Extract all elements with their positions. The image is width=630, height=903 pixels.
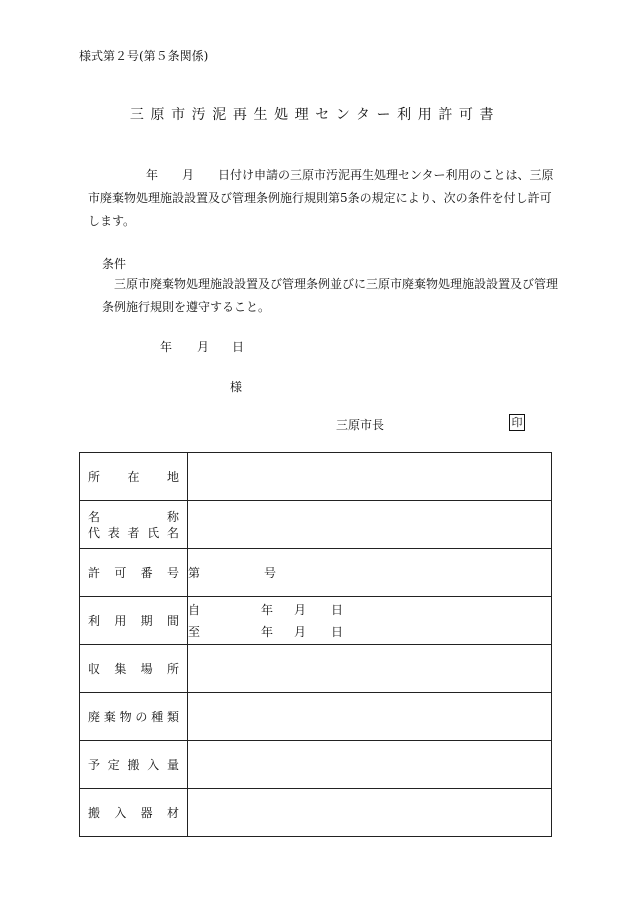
period-to-row [188,621,551,643]
period-from-month: 月 [294,603,307,617]
planned-amount-value[interactable] [188,741,552,789]
table-row [80,453,552,501]
conditions-line: 条例施行規則を遵守すること。 [102,300,271,314]
table-row [80,789,552,837]
usage-period-value[interactable] [188,597,552,645]
period-to-year: 年 [261,625,274,639]
table-row [80,645,552,693]
table-row [80,501,552,549]
equipment-label-text: 搬 入 器 材 [88,806,179,820]
usage-period-label-text: 利 用 期 間 [88,614,179,628]
representative-label-text: 代 表 者 氏 名 [88,525,179,540]
permit-number-value[interactable] [188,549,552,597]
period-to-day: 日 [331,625,344,639]
table-row [80,549,552,597]
permit-number-prefix: 第 [188,566,201,580]
document-title: 三原市汚泥再生処理センター利用許可書 [129,107,501,123]
name-label-text: 名 称 [88,509,179,524]
equipment-label [80,789,188,837]
planned-amount-label [80,741,188,789]
permit-statement [88,164,556,233]
table-row [80,693,552,741]
form-number: 様式第２号(第５条関係) [79,49,209,63]
permit-details-table [79,452,552,837]
waste-type-value[interactable] [188,693,552,741]
issuer-name: 三原市長 [336,418,385,432]
conditions-text [102,273,559,319]
name-representative-value[interactable] [188,501,552,549]
conditions-line: 三原市廃棄物処理施設設置及び管理条例並びに三原市廃棄物処理施設設置及び管理 [114,277,559,291]
location-label-text: 所 在 地 [88,470,179,484]
issue-date-month: 月 [197,340,210,354]
permit-statement-line: 市廃棄物処理施設設置及び管理条例施行規則第5条の規定により、次の条件を付し許可 [88,191,552,205]
collection-place-label [80,645,188,693]
table-row [80,597,552,645]
period-from-year: 年 [261,603,274,617]
seal-box: 印 [509,414,525,431]
name-representative-label [80,501,188,549]
period-from-day: 日 [331,603,344,617]
issue-date-year: 年 [160,340,173,354]
permit-number-label-text: 許 可 番 号 [88,566,179,580]
location-label [80,453,188,501]
period-to-month: 月 [294,625,307,639]
issue-date-day: 日 [232,340,245,354]
permit-number-suffix: 号 [264,566,277,580]
period-from-row [188,599,551,621]
permit-number-label [80,549,188,597]
issue-date [160,338,244,355]
permit-statement-line: 年 月 日付け申請の三原市汚泥再生処理センター利用のことは、三原 [146,168,554,182]
period-to-label: 至 [188,625,201,639]
location-value[interactable] [188,453,552,501]
conditions-heading: 条件 [102,257,127,271]
usage-period-label [80,597,188,645]
planned-amount-label-text: 予 定 搬 入 量 [88,758,179,772]
recipient-honorific: 様 [230,380,243,394]
waste-type-label [80,693,188,741]
period-from-label: 自 [188,603,201,617]
equipment-value[interactable] [188,789,552,837]
permit-statement-line: します。 [88,214,136,228]
collection-place-label-text: 収 集 場 所 [88,662,179,676]
table-row [80,741,552,789]
waste-type-label-text: 廃 棄 物 の 種 類 [88,710,179,724]
collection-place-value[interactable] [188,645,552,693]
